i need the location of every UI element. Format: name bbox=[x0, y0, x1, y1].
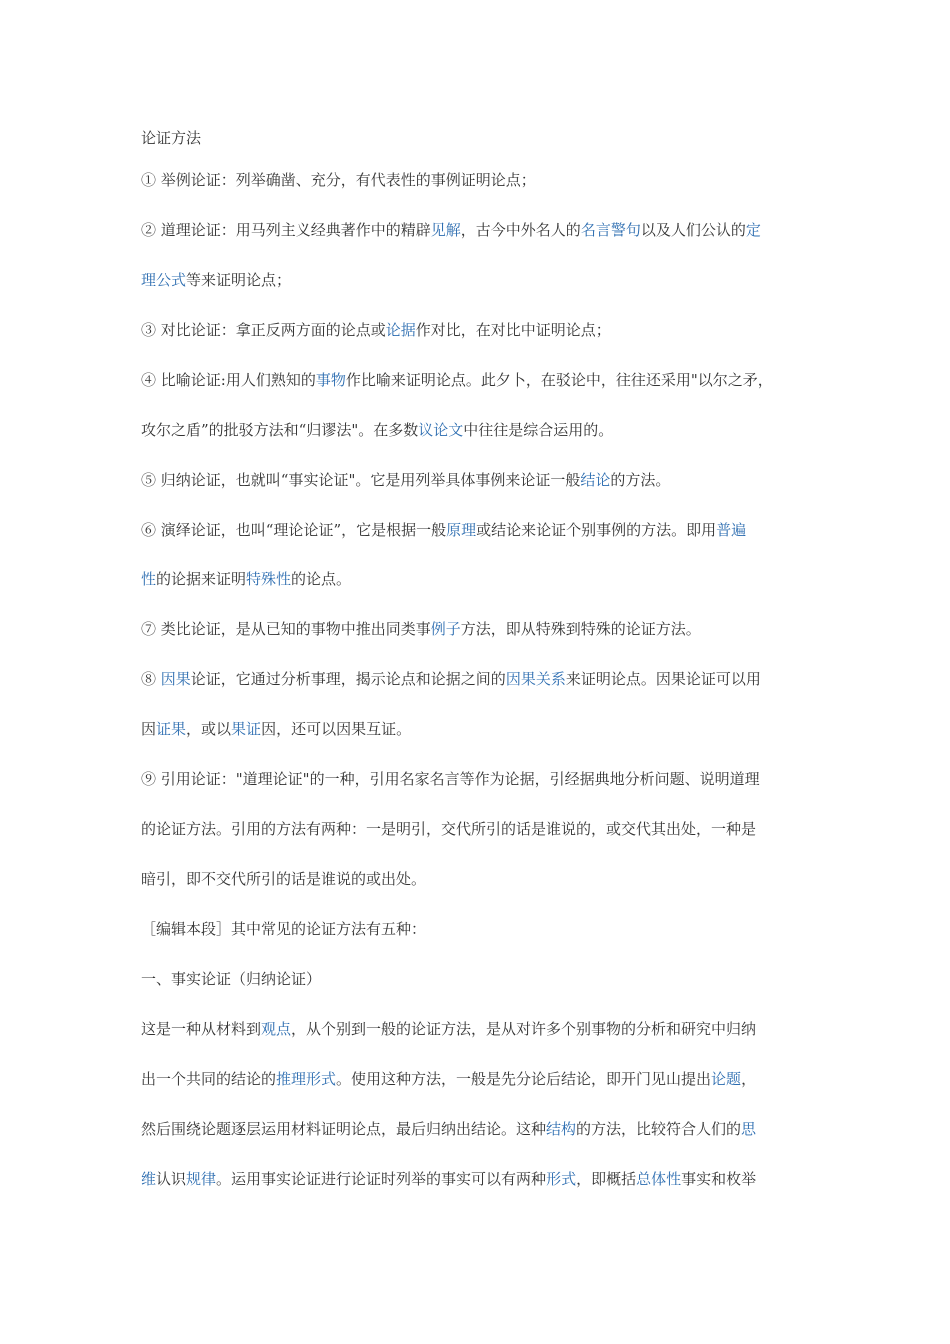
hyperlink[interactable]: 定 bbox=[745, 221, 761, 239]
text-line bbox=[141, 219, 761, 241]
hyperlink[interactable]: 规律 bbox=[186, 1170, 217, 1188]
hyperlink[interactable]: 结构 bbox=[546, 1120, 577, 1138]
text-run: 。运用事实论证进行论证时列举的事实可以有两种 bbox=[216, 1170, 547, 1188]
hyperlink[interactable]: 名言警句 bbox=[580, 221, 641, 239]
hyperlink[interactable]: 结论 bbox=[580, 471, 611, 489]
text-run: 。使用这种方法，一般是先分论后结论，即开门见山提出 bbox=[336, 1070, 712, 1088]
text-line bbox=[141, 169, 536, 191]
hyperlink[interactable]: 原理 bbox=[446, 521, 477, 539]
text-line bbox=[141, 668, 761, 690]
hyperlink[interactable]: 性 bbox=[141, 570, 157, 588]
hyperlink[interactable]: 事物 bbox=[315, 371, 346, 389]
hyperlink[interactable]: 推理形式 bbox=[276, 1070, 337, 1088]
text-run: ，即概括 bbox=[576, 1170, 637, 1188]
text-run: ⑧ bbox=[141, 670, 161, 688]
text-run: 出一个共同的结论的 bbox=[141, 1070, 277, 1088]
text-run: 一、事实论证（归纳论证） bbox=[141, 970, 322, 988]
hyperlink[interactable]: 因果 bbox=[160, 670, 191, 688]
text-run: 作对比，在对比中证明论点； bbox=[415, 321, 611, 339]
hyperlink[interactable]: 特殊性 bbox=[246, 570, 292, 588]
text-run: 的方法，比较符合人们的 bbox=[576, 1120, 742, 1138]
hyperlink[interactable]: 证果 bbox=[156, 720, 187, 738]
text-line bbox=[141, 618, 701, 640]
hyperlink[interactable]: 因果关系 bbox=[505, 670, 566, 688]
hyperlink[interactable]: 理公式 bbox=[141, 271, 187, 289]
text-run: ，从个别到一般的论证方法，是从对许多个别事物的分析和研究中归纳 bbox=[291, 1020, 757, 1038]
text-line bbox=[141, 319, 611, 341]
text-run: 然后围绕论题逐层运用材料证明论点，最后归纳出结论。这种 bbox=[141, 1120, 547, 1138]
text-run: ④ 比喻论证:用人们熟知的 bbox=[141, 371, 316, 389]
hyperlink[interactable]: 观点 bbox=[261, 1020, 292, 1038]
text-line bbox=[141, 1018, 756, 1040]
text-run: 认识 bbox=[156, 1170, 187, 1188]
hyperlink[interactable]: 议论文 bbox=[418, 421, 464, 439]
text-run: 因 bbox=[141, 720, 157, 738]
text-run: 论证方法 bbox=[141, 129, 202, 147]
text-run: ，古今中外名人的 bbox=[460, 221, 581, 239]
text-line bbox=[141, 718, 411, 740]
text-line bbox=[141, 269, 291, 291]
text-run: 作比喻来证明论点。此夕卜，在驳论中，往往还采用"以尔之矛， bbox=[345, 371, 773, 389]
text-line bbox=[141, 1168, 756, 1190]
text-run: 这是一种从材料到 bbox=[141, 1020, 262, 1038]
text-run: ⑥ 演绎论证，也叫“理论论证”，它是根据一般 bbox=[141, 521, 447, 539]
hyperlink[interactable]: 维 bbox=[141, 1170, 157, 1188]
text-line bbox=[141, 768, 760, 790]
text-run: ③ 对比论证：拿正反两方面的论点或 bbox=[141, 321, 386, 339]
text-run: 方法，即从特殊到特殊的论证方法。 bbox=[460, 620, 701, 638]
text-run: 暗引，即不交代所引的话是谁说的或出处。 bbox=[141, 870, 427, 888]
text-run: 或结论来论证个别事例的方法。即用 bbox=[476, 521, 717, 539]
hyperlink[interactable]: 论据 bbox=[385, 321, 416, 339]
text-run: 的论点。 bbox=[291, 570, 352, 588]
text-run: 的论据来证明 bbox=[156, 570, 247, 588]
text-run: 等来证明论点； bbox=[186, 271, 292, 289]
text-line bbox=[141, 868, 426, 890]
text-line bbox=[141, 918, 426, 940]
text-run: ［编辑本段］其中常见的论证方法有五种： bbox=[141, 920, 427, 938]
text-run: 论证，它通过分析事理，揭示论点和论据之间的 bbox=[190, 670, 506, 688]
text-run: 以及人们公认的 bbox=[640, 221, 746, 239]
text-line bbox=[141, 419, 613, 441]
text-run: ⑤ 归纳论证，也就叫“事实论证"。它是用列举具体事例来论证一般 bbox=[141, 471, 581, 489]
hyperlink[interactable]: 形式 bbox=[546, 1170, 577, 1188]
text-line bbox=[141, 1068, 756, 1090]
text-line bbox=[141, 818, 756, 840]
text-run: 事实和枚举 bbox=[681, 1170, 757, 1188]
text-line bbox=[141, 369, 773, 391]
hyperlink[interactable]: 普遍 bbox=[716, 521, 747, 539]
hyperlink[interactable]: 果证 bbox=[231, 720, 262, 738]
text-line bbox=[141, 469, 670, 491]
hyperlink[interactable]: 思 bbox=[741, 1120, 757, 1138]
text-line bbox=[141, 568, 351, 590]
hyperlink[interactable]: 见解 bbox=[430, 221, 461, 239]
text-run: ， bbox=[741, 1070, 757, 1088]
text-run: ，或以 bbox=[186, 720, 232, 738]
text-run: 的方法。 bbox=[610, 471, 671, 489]
text-run: 中往往是综合运用的。 bbox=[463, 421, 614, 439]
text-run: 来证明论点。因果论证可以用 bbox=[565, 670, 761, 688]
text-run: ⑦ 类比论证，是从已知的事物中推出同类事 bbox=[141, 620, 431, 638]
text-run: 的论证方法。引用的方法有两种：一是明引，交代所引的话是谁说的，或交代其出处，一种是 bbox=[141, 820, 757, 838]
text-run: ② 道理论证：用马列主义经典著作中的精辟 bbox=[141, 221, 431, 239]
text-run: 因，还可以因果互证。 bbox=[261, 720, 412, 738]
text-line bbox=[141, 968, 321, 990]
hyperlink[interactable]: 论题 bbox=[711, 1070, 742, 1088]
hyperlink[interactable]: 总体性 bbox=[636, 1170, 682, 1188]
text-run: 攻尔之盾”的批驳方法和“归谬法"。在多数 bbox=[141, 421, 419, 439]
text-run: ⑨ 引用论证："道理论证"的一种，引用名家名言等作为论据，引经据典地分析问题、说明道理 bbox=[141, 770, 760, 788]
text-run: ① 举例论证：列举确凿、充分，有代表性的事例证明论点； bbox=[141, 171, 536, 189]
text-line bbox=[141, 519, 746, 541]
hyperlink[interactable]: 例子 bbox=[430, 620, 461, 638]
text-line bbox=[141, 127, 201, 149]
text-line bbox=[141, 1118, 756, 1140]
